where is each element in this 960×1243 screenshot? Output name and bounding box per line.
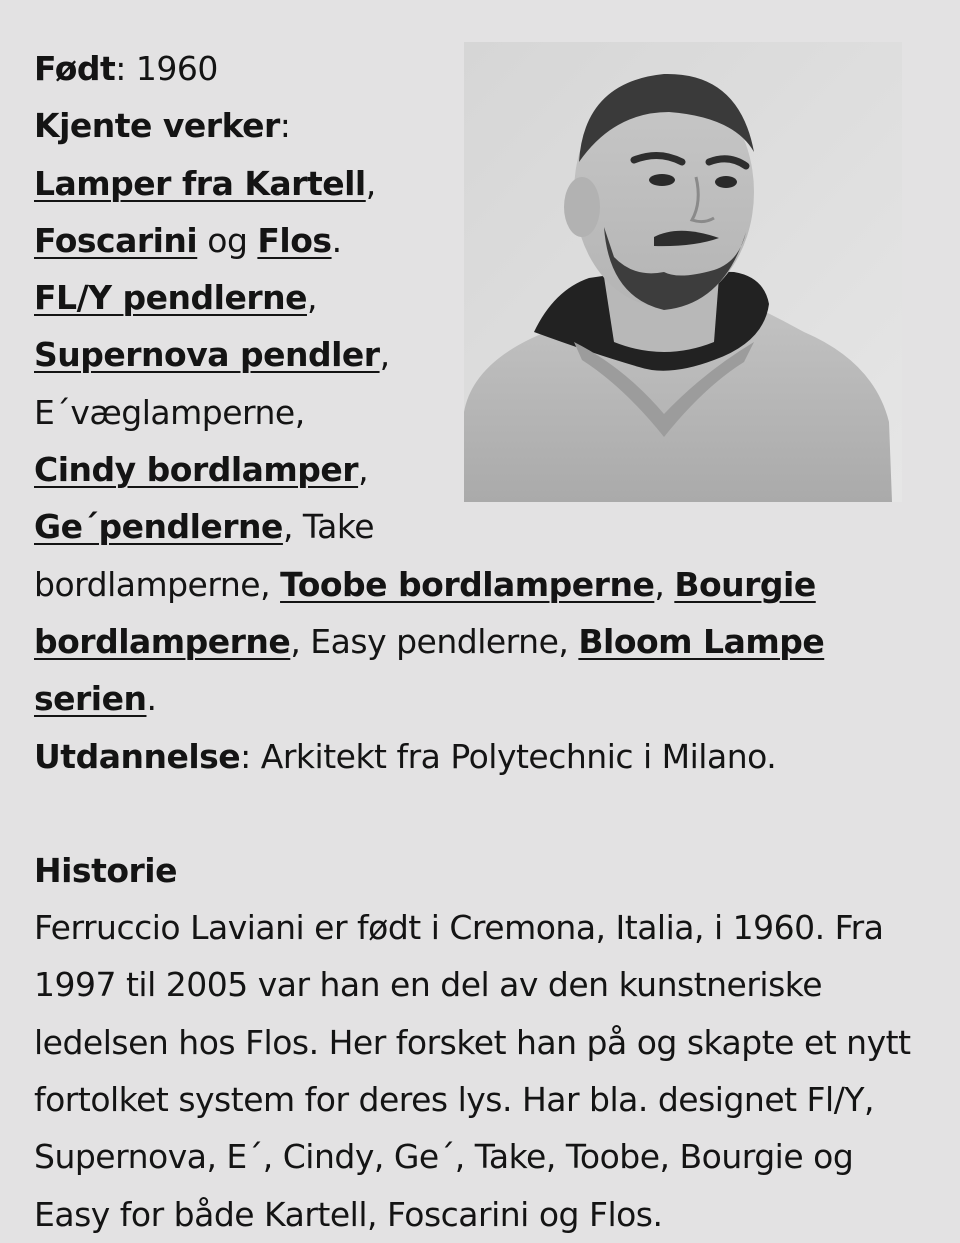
education-label: Utdannelse [34,736,241,776]
history-heading: Historie [34,850,177,890]
link-bloom-lamp-series[interactable]: Bloom Lampe serien [34,621,825,719]
link-ge-pendants[interactable]: Ge´pendlerne [34,507,283,547]
link-toobe-table-lamps[interactable]: Toobe bordlamperne [280,564,655,604]
designer-portrait [464,42,902,502]
born-label: Født [34,49,116,88]
link-cindy-table-lamps[interactable]: Cindy bordlamper [34,450,359,490]
designer-info: Født: 1960 Kjente verker: Lamper fra Kartell, Foscarini og Flos. FL/Y pendlerne, Supernova pendler, E´væglamperne, Cindy bordlamper, Ge´pendlerne, Take bordlamperne, Toobe bordlamperne, Bourgie bordlamperne, Easy pendlerne, Bloom Lampe serien. Utdannelse: Arkitekt fra Polytechnic i Milano. Historie Ferruccio Laviani er født i Cremona, Italia, i 1960. Fra 1997 til 2005 var han en del av den kunstneriske ledelsen hos Flos. Her forsket han på og skapte et nytt fortolket system for deres lys. Har bla. designet Fl/Y, Supernova, E´, Cindy, Ge´, Take, Toobe, Bourgie og Easy for både Kartell, Foscarini og Flos. [34,40,934,1243]
known-works-label: Kjente verker [34,106,280,146]
works-text-e-wall-lamps: E´væglamperne [34,392,295,432]
history-paragraph: Ferruccio Laviani er født i Cremona, Italia, i 1960. Fra 1997 til 2005 var han en del av den kunstneriske ledelsen hos Flos. Her forsket han på og skapte et nytt fortolket system for deres lys. Har bla. designet Fl/Y, Supernova, E´, Cindy, Ge´, Take, Toobe, Bourgie og Easy for både Kartell, Foscarini og Flos. [34,908,911,1234]
link-flos[interactable]: Flos [257,220,332,260]
born-value: 1960 [135,49,218,88]
link-supernova-pendant[interactable]: Supernova pendler [34,335,380,375]
works-text-take-table-lamps: Take bordlamperne [34,507,375,604]
link-fly-pendants[interactable]: FL/Y pendlerne [34,278,307,318]
works-text-easy-pendants: Easy pendlerne [310,621,559,661]
section-spacer [34,785,934,842]
link-foscarini[interactable]: Foscarini [34,220,198,260]
link-bourgie-table-lamps[interactable]: Bourgie bordlamperne [34,564,816,661]
portrait-photo [464,42,902,502]
works-text-og: og [207,220,248,260]
link-kartell-lamps[interactable]: Lamper fra Kartell [34,163,366,203]
education-value: Arkitekt fra Polytechnic i Milano. [260,736,777,776]
